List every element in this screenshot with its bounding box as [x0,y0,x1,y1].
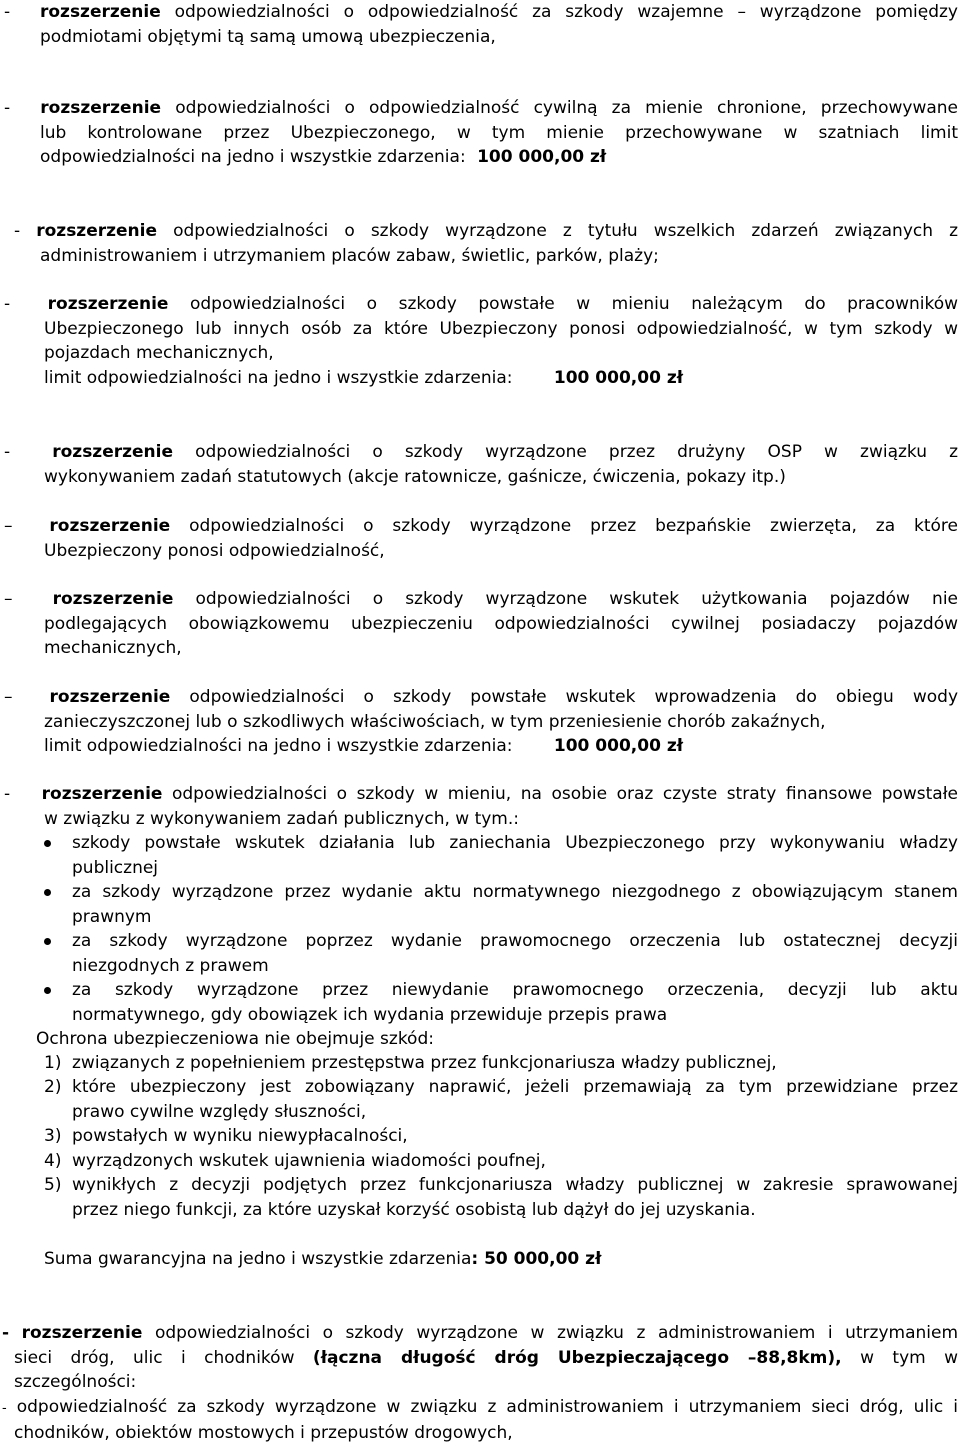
bullet-text-line: publicznej [72,857,159,878]
limit-amount: 100 000,00 zł [553,736,684,756]
list-text-line: przez niego funkcji, za które uzyskał korzyść osobistą lub dążył do jej uzyskania. [72,1199,756,1220]
limit-label: odpowiedzialności na jedno i wszystkie zdarzenia: [40,147,466,167]
clause-text-line: w tym w [860,1347,959,1368]
list-text-line: które ubezpieczony jest zobowiązany naprawić, jeżeli przemawiają za tym przewidziane przez [72,1077,958,1097]
clause-text-line: odpowiedzialności o szkody wyrządzone przez drużyny OSP w związku z [195,442,959,462]
bullet-text-line: za szkody wyrządzone przez wydanie aktu normatywnego niezgodnego z obowiązującym stanem [72,882,958,902]
clause-text-line: w związku z wykonywaniem zadań publicznych, w tym.: [44,808,519,829]
clause-mutual-damage [4,0,958,49]
clause-dash: - [2,1400,7,1416]
clause-text-line: odpowiedzialności o szkody wyrządzone wskutek użytkowania pojazdów nie [195,589,958,609]
bullet-text-line: szkody powstałe wskutek działania lub zaniechania Ubezpieczonego przy wykonywaniu władzy [72,833,958,853]
list-text-line: prawo cywilne względy słuszności, [72,1101,367,1122]
clause-keyword: rozszerzenie [40,98,162,118]
clause-keyword: rozszerzenie [52,442,174,462]
clause-keyword: rozszerzenie [21,1323,143,1343]
clause-text-line: sieci dróg, ulic i chodników [14,1347,295,1368]
clause-text-line: odpowiedzialności o szkody powstałe wskutek wprowadzenia do obiegu wody [189,687,959,707]
clause-dash: - [4,784,11,804]
exclusions-title: Ochrona ubezpieczeniowa nie obejmuje szkód: [36,1029,434,1049]
clause-property-in-custody [4,96,958,170]
list-item [44,1075,958,1124]
bullet-text-line: prawnym [72,906,152,927]
clause-text-line: Ubezpieczony ponosi odpowiedzialność, [44,540,385,561]
list-item [44,1149,958,1174]
bullet-text-line: normatywnego, gdy obowiązek ich wydania przewiduje przepis prawa [72,1004,668,1025]
bullet-icon [44,840,51,847]
list-text-line: wyrządzonych wskutek ujawnienia wiadomości poufnej, [72,1151,546,1171]
clause-keyword: rozszerzenie [47,294,169,314]
clause-osp [4,440,958,489]
list-text-line: powstałych w wyniku niewypłacalności, [72,1126,408,1146]
limit-label: limit odpowiedzialności na jedno i wszystkie zdarzenia: [44,367,513,388]
clause-text-line: podlegających obowiązkowemu ubezpieczeniu odpowiedzialności cywilnej posiadaczy pojazdów [44,613,958,634]
clause-dash: - [4,2,11,22]
clause-dash: – [4,687,13,707]
clause-keyword: rozszerzenie [39,2,161,22]
clause-dash: - [4,98,11,118]
list-item [44,978,958,1027]
clause-text-line: podmiotami objętymi tą samą umową ubezpieczenia, [40,26,496,47]
clause-vehicles [4,587,958,661]
clause-text-line: odpowiedzialność za szkody wyrządzone w związku z administrowaniem i utrzymaniem sieci dróg, ulic i [16,1396,958,1417]
clause-text-line: odpowiedzialności o szkody powstałe w mieniu należącym do pracowników [189,294,959,314]
clause-playgrounds [14,219,958,268]
clause-text-line: odpowiedzialności o szkody wyrządzone z tytułu wszelkich zdarzeń związanych z [173,221,959,241]
list-number: 2) [44,1077,62,1097]
list-number: 1) [44,1053,62,1073]
list-text-line: związanych z popełnieniem przestępstwa przez funkcjonariusza władzy publicznej, [72,1053,777,1073]
clause-text-line: odpowiedzialności o szkody w mieniu, na osobie oraz czyste straty finansowe powstałe [171,784,959,804]
clause-text-line: wykonywaniem zadań statutowych (akcje ratownicze, gaśnicze, ćwiczenia, pokazy itp.) [44,466,786,487]
list-number: 4) [44,1151,62,1171]
clause-keyword: rozszerzenie [36,221,158,241]
clause-text-line: pojazdach mechanicznych, [44,343,274,363]
limit-amount: 100 000,00 zł [553,367,684,388]
clause-text-line: lub kontrolowane przez Ubezpieczonego, w tym mienie przechowywane w szatniach limit [40,122,958,143]
guarantee-sum-label: Suma gwarancyjna na jedno i wszystkie zdarzenia [44,1249,472,1269]
clause-dash: - [4,442,11,462]
bullet-text-line: za szkody wyrządzone poprzez wydanie prawomocnego orzeczenia lub ostatecznej decyzji [72,931,958,951]
list-item [44,1051,958,1076]
clause-text-line: mechanicznych, [44,638,182,658]
clause-keyword: rozszerzenie [52,589,174,609]
clause-text-line: chodników, obiektów mostowych i przepustów drogowych, [14,1423,513,1443]
list-item [44,929,958,978]
bullet-icon [44,987,51,994]
list-item [44,1124,958,1149]
clause-text-line: Ubezpieczonego lub innych osób za które Ubezpieczony ponosi odpowiedzialność, w tym szkody w [44,318,958,339]
list-item [44,831,958,880]
guarantee-sum [44,1247,601,1272]
clause-keyword: rozszerzenie [49,516,171,536]
guarantee-sum-amount: : 50 000,00 zł [471,1249,602,1269]
limit-label: limit odpowiedzialności na jedno i wszystkie zdarzenia: [44,736,513,756]
clause-dash: - [4,294,11,314]
bullet-text-line: za szkody wyrządzone przez niewydanie prawomocnego orzeczenia, decyzji lub aktu [72,980,958,1000]
clause-text-line: odpowiedzialności o szkody wyrządzone przez bezpańskie zwierzęta, za które [189,516,959,536]
clause-stray-animals [4,514,958,563]
list-number: 5) [44,1175,62,1195]
clause-text-line: odpowiedzialności o szkody wyrządzone w związku z administrowaniem i utrzymaniem [154,1323,959,1343]
bullet-text-line: niezgodnych z prawem [72,955,269,976]
clause-contaminated-water [4,685,958,759]
limit-amount: 100 000,00 zł [477,147,607,167]
clause-employee-property [4,292,958,390]
road-length-note: (łączna długość dróg Ubezpieczającego –88,8km), [312,1347,842,1368]
clause-roads [2,1321,958,1446]
clause-public-tasks [4,782,958,831]
clause-keyword: rozszerzenie [41,784,163,804]
clause-dash: – [4,516,13,536]
list-number: 3) [44,1126,62,1146]
clause-dash: - [14,221,21,241]
bullet-icon [44,889,51,896]
clause-keyword: rozszerzenie [49,687,171,707]
clause-text-line: zanieczyszczonej lub o szkodliwych właściwościach, w tym przeniesienie chorób zakaźnych, [44,711,826,732]
list-item [44,880,958,929]
clause-text-line: szczególności: [14,1372,137,1392]
clause-text-line: odpowiedzialności o odpowiedzialność za szkody wzajemne – wyrządzone pomiędzy [174,2,958,22]
clause-dash: - [2,1323,10,1343]
list-item [44,1173,958,1222]
clause-dash: – [4,589,13,609]
bullet-icon [44,938,51,945]
clause-text-line: odpowiedzialności o odpowiedzialność cywilną za mienie chronione, przechowywane [175,98,959,118]
list-text-line: wynikłych z decyzji podjętych przez funkcjonariusza władzy publicznej w zakresie sprawowanej [72,1175,958,1195]
clause-text-line: administrowaniem i utrzymaniem placów zabaw, świetlic, parków, plaży; [40,245,659,266]
